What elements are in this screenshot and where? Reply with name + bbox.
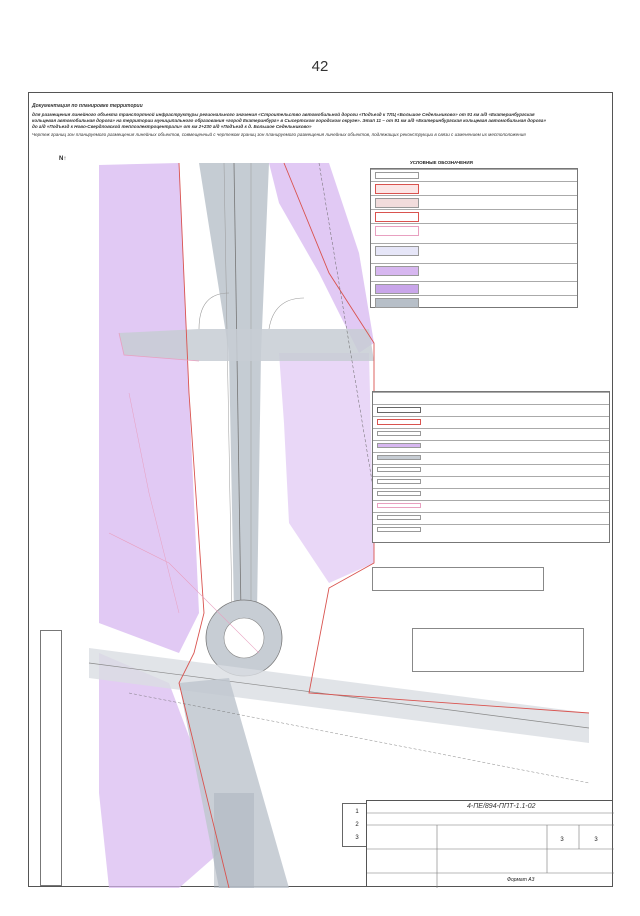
legend-utilities <box>412 628 584 672</box>
revision-number: 3 <box>355 835 359 841</box>
header-title: Документация по планировке территории <box>32 103 143 109</box>
cross-road <box>119 329 374 361</box>
side-stamp <box>40 630 62 886</box>
sheet-count: 3 <box>594 837 598 843</box>
sheet-format: Формат А3 <box>507 877 535 883</box>
revision-number: 2 <box>355 822 359 828</box>
zone-right-top <box>269 163 374 353</box>
legend-main <box>370 168 578 308</box>
legend-title: УСЛОВНЫЕ ОБОЗНАЧЕНИЯ <box>410 160 473 165</box>
main-road <box>199 163 269 613</box>
legend-secondary <box>372 391 610 543</box>
legend-notes <box>372 567 544 591</box>
page-number: 42 <box>311 58 329 75</box>
zone-right-mid <box>279 353 374 583</box>
drawing-code: 4-ПЕ/894-ППТ-1.1-02 <box>467 803 536 810</box>
revision-number: 1 <box>355 809 359 815</box>
title-block-grid <box>367 801 614 888</box>
sheet-number: 3 <box>560 837 564 843</box>
header-main: для размещения линейного объекта транспортной инфраструктуры регионального значения «Строительство автомобильной дороги «Подъезд к ТЛЦ «Большое Седельниково» от 91 км а/д «Екатеринбургская кольцевая автомобильная дорога» на территории муниципального образования «город Екатеринбург» в Сысертском городском округе». Этап 11 – от 91 км а/д «Екатеринбургская кольцевая автомобильная дорога» до а/д «Подъезд к Ново-Свердловской теплоэлектроцентрали» от км 2+230 а/д «Подъезд к д. Большое Седельниково» <box>32 112 547 129</box>
title-block <box>366 800 613 887</box>
header-subtitle: Чертеж границ зон планируемого размещения линейных объектов, совмещенный с чертежом границ зон планируемого размещения линейных объектов, подлежащих реконструкции в связи с изменением их местоположения <box>32 132 526 137</box>
zone-left <box>99 163 199 653</box>
north-arrow-icon: N↑ <box>59 156 67 162</box>
